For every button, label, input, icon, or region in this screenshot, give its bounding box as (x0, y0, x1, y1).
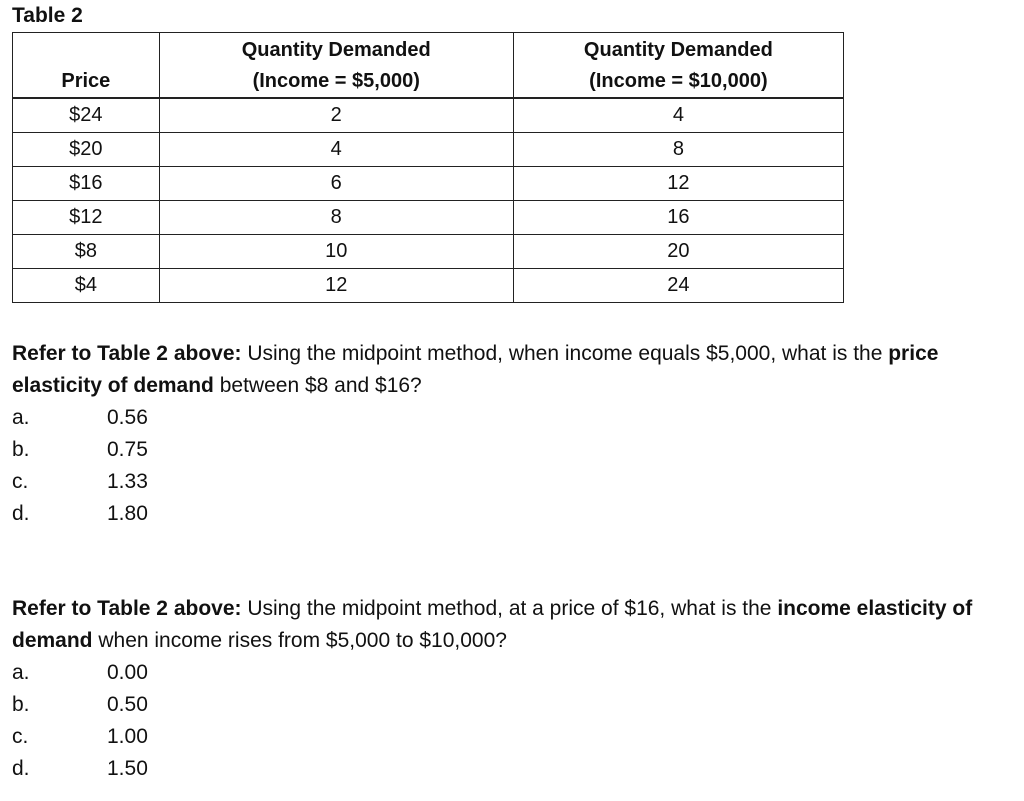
table-row (13, 98, 844, 133)
option-letter: d. (12, 757, 30, 780)
question-income-elasticity (12, 593, 1017, 785)
cell-price: $20 (13, 133, 160, 167)
answer-option (12, 721, 1017, 753)
header-quantity-income-10000 (513, 33, 843, 99)
answer-options (12, 402, 1017, 530)
table-row (13, 133, 844, 167)
question-key-term: price elasticity of demand (12, 342, 939, 397)
option-value: 0.00 (107, 661, 148, 684)
cell-quantity-10000: 16 (513, 201, 843, 235)
question-body-end: when income rises from $5,000 to $10,000? (92, 629, 507, 652)
cell-quantity-10000: 24 (513, 269, 843, 303)
header-quantity-income-5000 (159, 33, 513, 99)
header-q1-line1: Quantity Demanded (241, 39, 431, 61)
header-price-label: Price (61, 70, 111, 92)
option-letter: b. (12, 438, 30, 461)
option-letter: a. (12, 661, 30, 684)
option-letter: a. (12, 406, 30, 429)
question-text (12, 338, 1017, 402)
question-price-elasticity (12, 338, 1017, 530)
option-letter: c. (12, 470, 29, 493)
answer-option (12, 434, 1017, 466)
cell-price: $16 (13, 167, 160, 201)
table-row (13, 269, 844, 303)
cell-price: $12 (13, 201, 160, 235)
option-value: 1.33 (107, 470, 148, 493)
option-value: 1.00 (107, 725, 148, 748)
table-row (13, 167, 844, 201)
question-reference: Refer to Table 2 above: (12, 597, 242, 620)
cell-price: $24 (13, 98, 160, 133)
option-letter: b. (12, 693, 30, 716)
option-value: 0.56 (107, 406, 148, 429)
cell-quantity-10000: 12 (513, 167, 843, 201)
answer-option (12, 753, 1017, 785)
option-value: 1.80 (107, 502, 148, 525)
cell-quantity-10000: 8 (513, 133, 843, 167)
question-text (12, 593, 1017, 657)
header-q2-line1: Quantity Demanded (583, 39, 773, 61)
answer-option (12, 498, 1017, 530)
question-key-term: income elasticity of demand (12, 597, 973, 652)
header-price (13, 33, 160, 99)
option-value: 1.50 (107, 757, 148, 780)
answer-option (12, 657, 1017, 689)
option-value: 0.75 (107, 438, 148, 461)
header-q2-line2: (Income = $10,000) (589, 70, 768, 92)
cell-quantity-5000: 2 (159, 98, 513, 133)
cell-quantity-10000: 20 (513, 235, 843, 269)
cell-quantity-5000: 6 (159, 167, 513, 201)
table-row (13, 235, 844, 269)
demand-table (12, 32, 844, 303)
option-letter: c. (12, 725, 29, 748)
answer-option (12, 466, 1017, 498)
option-letter: d. (12, 502, 30, 525)
cell-quantity-5000: 12 (159, 269, 513, 303)
answer-options (12, 657, 1017, 785)
option-value: 0.50 (107, 693, 148, 716)
cell-quantity-5000: 4 (159, 133, 513, 167)
cell-price: $8 (13, 235, 160, 269)
question-body-start: Using the midpoint method, when income equals $5,000, what is the (241, 342, 889, 365)
table-header-row (13, 33, 844, 99)
question-body-start: Using the midpoint method, at a price of $16, what is the (241, 597, 778, 620)
question-reference: Refer to Table 2 above: (12, 342, 242, 365)
answer-option (12, 402, 1017, 434)
cell-quantity-5000: 10 (159, 235, 513, 269)
cell-price: $4 (13, 269, 160, 303)
table-row (13, 201, 844, 235)
answer-option (12, 689, 1017, 721)
header-q1-line2: (Income = $5,000) (252, 70, 420, 92)
question-body-end: between $8 and $16? (213, 374, 422, 397)
cell-quantity-10000: 4 (513, 98, 843, 133)
table-title: Table 2 (12, 4, 83, 27)
cell-quantity-5000: 8 (159, 201, 513, 235)
